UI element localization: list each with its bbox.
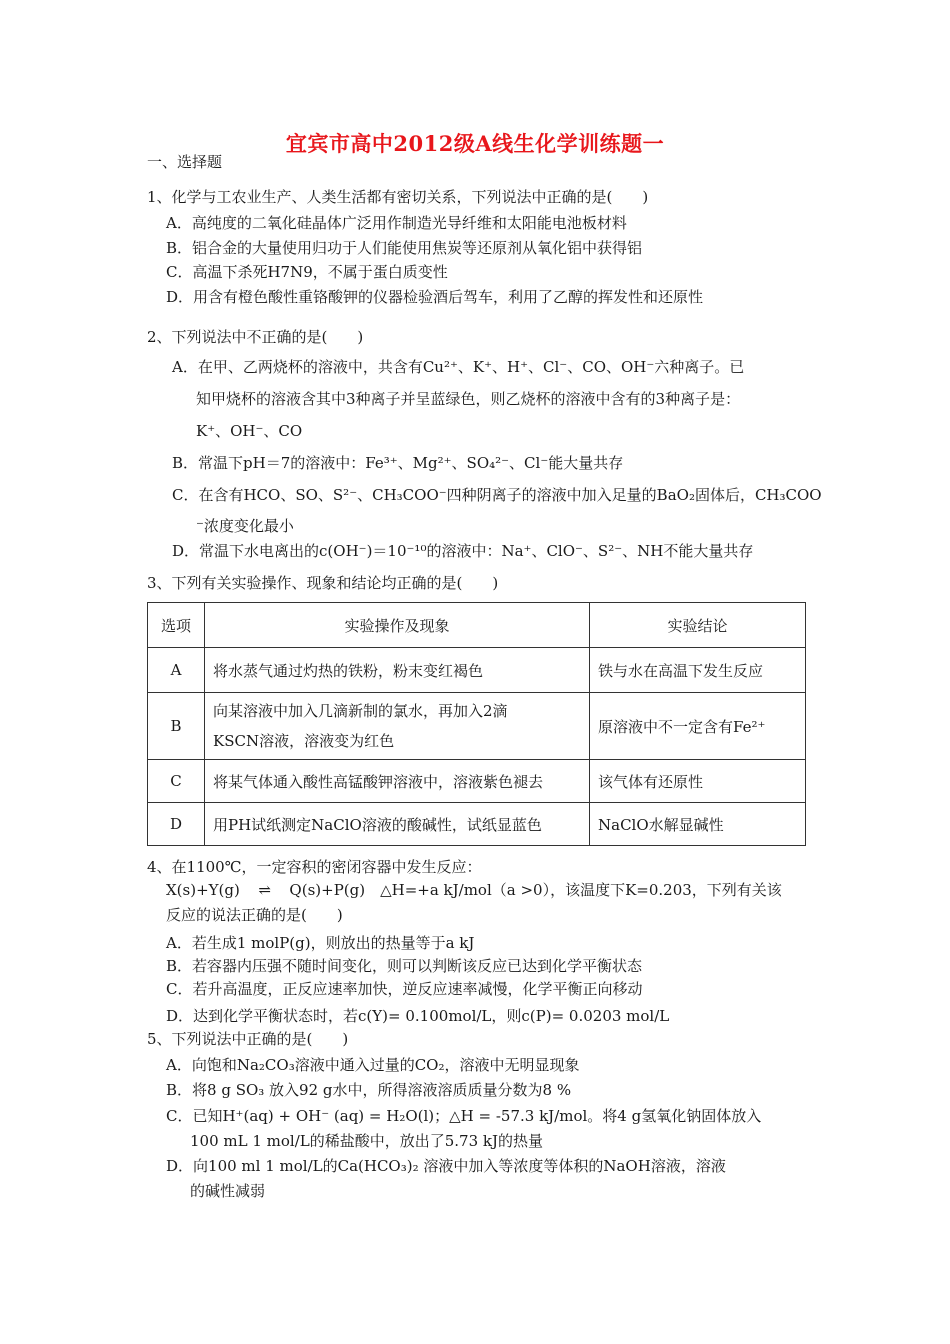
question-2-stem: 2、下列说法中不正确的是( ) [147, 328, 364, 346]
table-header-option: 选项 [148, 603, 205, 648]
table-cell-option: A [148, 648, 205, 693]
experiment-table [147, 602, 806, 846]
table-row [148, 693, 806, 760]
table-header-row [148, 603, 806, 648]
table-header-conclusion: 实验结论 [590, 603, 806, 648]
question-5-option-d-line2: 的碱性减弱 [190, 1182, 266, 1200]
question-5-option-c-line2: 100 mL 1 mol/L的稀盐酸中，放出了5.73 kJ的热量 [190, 1132, 543, 1150]
table-cell-conclusion: 原溶液中不一定含有Fe²⁺ [590, 693, 806, 760]
table-cell-conclusion: 铁与水在高温下发生反应 [590, 648, 806, 693]
question-2-option-c-line1: C．在含有HCO、SO、S²⁻、CH₃COO⁻四种阴离子的溶液中加入足量的BaO₂固体后，CH₃COO [172, 486, 822, 504]
question-4-option-a: A．若生成1 molP(g)，则放出的热量等于a kJ [166, 934, 475, 952]
question-5-option-c-line1: C．已知H⁺(aq) + OH⁻ (aq) = H₂O(l)；△H = -57.3 kJ/mol。将4 g氢氧化钠固体放入 [166, 1107, 762, 1125]
question-2-option-a-line2: 知甲烧杯的溶液含其中3种离子并呈蓝绿色，则乙烧杯的溶液中含有的3种离子是： [196, 390, 741, 408]
question-4-option-b: B．若容器内压强不随时间变化，则可以判断该反应已达到化学平衡状态 [166, 957, 643, 975]
page-title: 宜宾市高中2012级A线生化学训练题一 [285, 131, 665, 156]
table-cell-operation: 用PH试纸测定NaClO溶液的酸碱性，试纸显蓝色 [205, 803, 590, 846]
table-row [148, 648, 806, 693]
question-2-option-b: B．常温下pH＝7的溶液中：Fe³⁺、Mg²⁺、SO₄²⁻、Cl⁻能大量共存 [172, 454, 624, 472]
question-2-option-c-line2: ⁻浓度变化最小 [196, 517, 294, 535]
question-5-option-a: A．向饱和Na₂CO₃溶液中通入过量的CO₂，溶液中无明显现象 [166, 1056, 580, 1074]
table-cell-conclusion: 该气体有还原性 [590, 760, 806, 803]
question-1-option-d: D．用含有橙色酸性重铬酸钾的仪器检验酒后驾车，利用了乙醇的挥发性和还原性 [166, 288, 704, 306]
question-5-option-d-line1: D．向100 ml 1 mol/L的Ca(HCO₃)₂ 溶液中加入等浓度等体积的NaOH溶液，溶液 [166, 1157, 726, 1175]
table-cell-operation: 将某气体通入酸性高锰酸钾溶液中，溶液紫色褪去 [205, 760, 590, 803]
question-4-stem: 4、在1100℃，一定容积的密闭容器中发生反应： [147, 858, 482, 876]
question-4-stem-continued: 反应的说法正确的是( ) [166, 906, 343, 924]
question-1-option-b: B．铝合金的大量使用归功于人们能使用焦炭等还原剂从氧化铝中获得铝 [166, 239, 643, 257]
section-heading: 一、选择题 [147, 153, 223, 171]
question-1-option-c: C．高温下杀死H7N9，不属于蛋白质变性 [166, 263, 448, 281]
question-1-option-a: A．高纯度的二氧化硅晶体广泛用作制造光导纤维和太阳能电池板材料 [166, 214, 627, 232]
question-2-option-a-line3: K⁺、OH⁻、CO [196, 422, 303, 440]
question-1-stem: 1、化学与工农业生产、人类生活都有密切关系，下列说法中正确的是( ) [147, 188, 649, 206]
table-cell-option: B [148, 693, 205, 760]
table-cell-option: C [148, 760, 205, 803]
question-5-option-b: B．将8 g SO₃ 放入92 g水中，所得溶液溶质质量分数为8 % [166, 1081, 572, 1099]
question-3-stem: 3、下列有关实验操作、现象和结论均正确的是( ) [147, 574, 499, 592]
question-2-option-a-line1: A．在甲、乙两烧杯的溶液中，共含有Cu²⁺、K⁺、H⁺、Cl⁻、CO、OH⁻六种离子。已 [172, 358, 745, 376]
table-header-operation: 实验操作及现象 [205, 603, 590, 648]
equilibrium-arrow-icon: ⇌ [258, 881, 271, 899]
table-cell-option: D [148, 803, 205, 846]
question-4-equation [166, 880, 782, 900]
table-cell-operation-line1: 向某溶液中加入几滴新制的氯水，再加入2滴 [213, 702, 508, 720]
question-5-stem: 5、下列说法中正确的是( ) [147, 1030, 349, 1048]
equation-products: Q(s)+P(g) △H=+a kJ/mol（a >0），该温度下K=0.203，下列有关该 [289, 881, 782, 899]
question-2-option-d: D．常温下水电离出的c(OH⁻)＝10⁻¹⁰的溶液中：Na⁺、ClO⁻、S²⁻、NH不能大量共存 [172, 542, 754, 560]
table-cell-conclusion: NaClO水解显碱性 [590, 803, 806, 846]
question-4-option-d: D．达到化学平衡状态时，若c(Y)= 0.100mol/L，则c(P)= 0.0203 mol/L [166, 1007, 670, 1025]
table-cell-operation [205, 693, 590, 760]
equation-reactants: X(s)+Y(g) [166, 881, 240, 899]
table-row [148, 803, 806, 846]
table-cell-operation: 将水蒸气通过灼热的铁粉，粉末变红褐色 [205, 648, 590, 693]
table-cell-operation-line2: KSCN溶液，溶液变为红色 [213, 732, 395, 750]
table-row [148, 760, 806, 803]
question-4-option-c: C．若升高温度，正反应速率加快，逆反应速率减慢，化学平衡正向移动 [166, 980, 643, 998]
